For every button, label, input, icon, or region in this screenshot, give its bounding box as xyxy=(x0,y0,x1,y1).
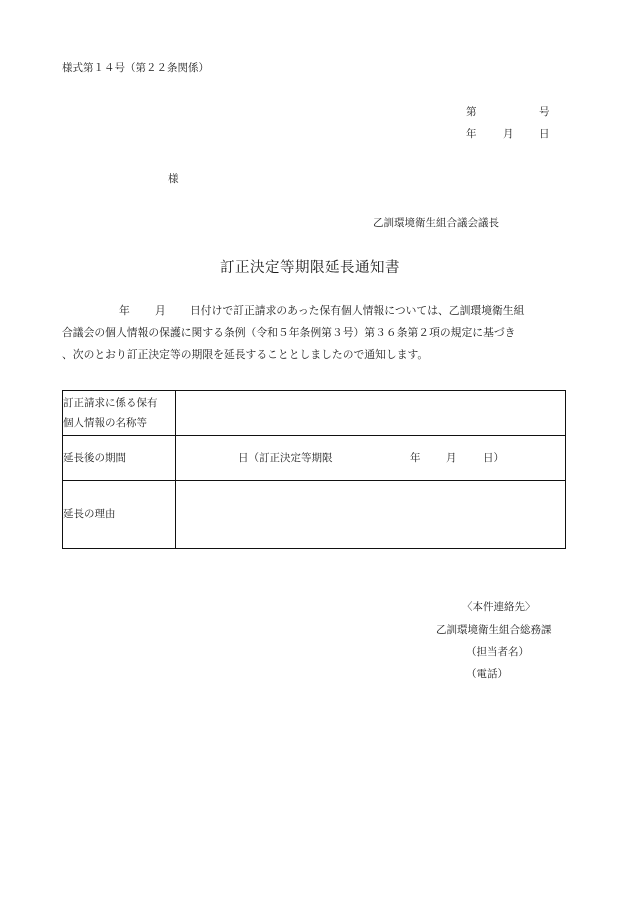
sender-name: 乙訓環境衛生組合議会議長 xyxy=(373,217,499,229)
extended-period-field[interactable] xyxy=(176,436,566,481)
extension-reason-field[interactable] xyxy=(176,481,566,549)
date-year: 年 xyxy=(466,128,477,140)
document-title: 訂正決定等期限延長通知書 xyxy=(220,260,400,276)
table-row xyxy=(63,391,566,436)
personal-info-name-field[interactable] xyxy=(176,391,566,436)
period-day-close-text: 日） xyxy=(483,451,504,464)
body-line-2: 合議会の個人情報の保護に関する条例（令和５年条例第３号）第３６条第２項の規定に基づき xyxy=(62,326,516,339)
contact-department: 乙訓環境衛生組合総務課 xyxy=(436,624,552,636)
period-day-text: 日（訂正決定等期限 xyxy=(238,451,333,464)
date-day: 日 xyxy=(539,128,550,140)
contact-phone: （電話） xyxy=(466,668,508,680)
body-month: 月 xyxy=(155,304,166,317)
date-month: 月 xyxy=(503,128,514,140)
extension-reason-label: 延長の理由 xyxy=(63,481,176,549)
period-month-text: 月 xyxy=(446,451,457,464)
doc-number-go: 号 xyxy=(539,106,550,118)
table-row xyxy=(63,436,566,481)
contact-heading: 〈本件連絡先〉 xyxy=(462,601,536,613)
period-year-text: 年 xyxy=(410,451,421,464)
form-number: 様式第１４号（第２２条関係） xyxy=(62,62,209,74)
extended-period-label: 延長後の期間 xyxy=(63,436,176,481)
contact-person: （担当者名） xyxy=(466,646,529,658)
extension-details-table xyxy=(62,390,566,549)
body-line-1: 日付けで訂正請求のあった保有個人情報については、乙訓環境衛生組 xyxy=(190,304,525,317)
addressee-honorific: 様 xyxy=(168,173,179,185)
body-line-3: 、次のとおり訂正決定等の期限を延長することとしましたので通知します。 xyxy=(62,348,429,361)
personal-info-name-label: 訂正請求に係る保有 個人情報の名称等 xyxy=(63,391,176,436)
doc-number-dai: 第 xyxy=(466,106,477,118)
table-row xyxy=(63,481,566,549)
body-year: 年 xyxy=(119,304,130,317)
